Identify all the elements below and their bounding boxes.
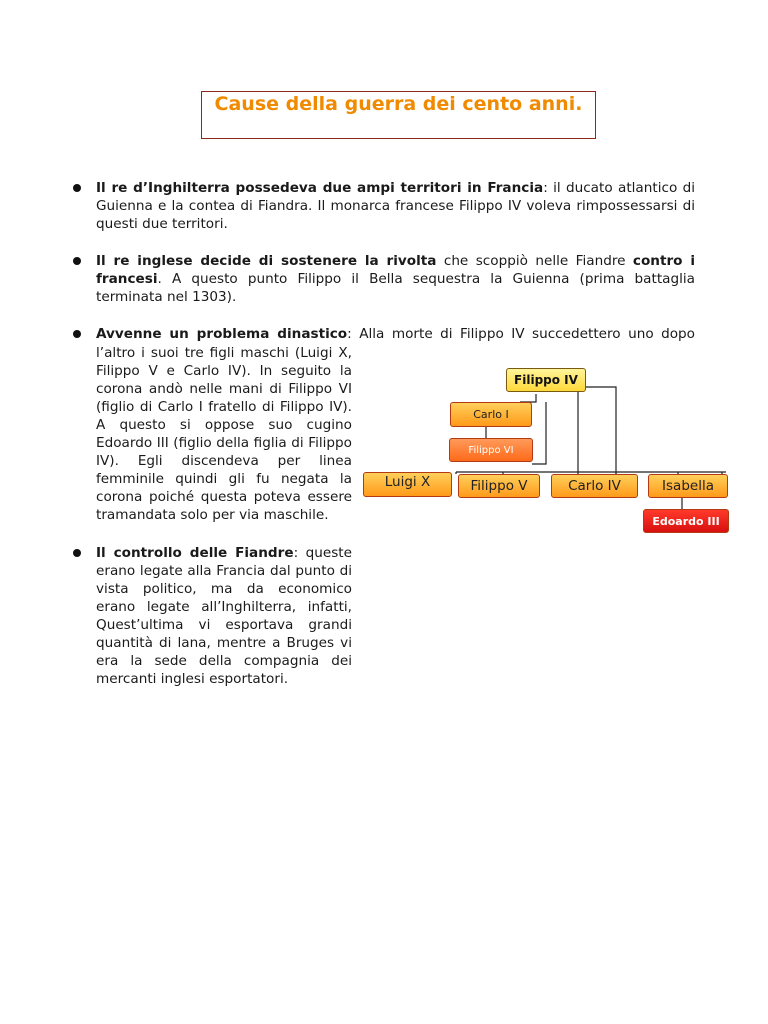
tree-node-edoardo-iii: Edoardo III [643, 509, 729, 533]
tree-node-filippo-iv: Filippo IV [506, 368, 586, 392]
bullet-3 [73, 330, 81, 338]
paragraph-3-line-1 [96, 325, 695, 343]
paragraph-4 [96, 544, 352, 688]
tree-node-isabella: Isabella [648, 474, 728, 498]
tree-node-carlo-iv: Carlo IV [551, 474, 638, 498]
paragraph-2-text-mid: che scoppiò nelle Fiandre [436, 253, 633, 269]
paragraph-2-bold-2: contro i francesi [96, 253, 695, 287]
bullet-4 [73, 549, 81, 557]
connector-root-carloiv [536, 387, 616, 474]
paragraph-4-bold: Il controllo delle Fiandre [96, 545, 294, 561]
tree-node-carlo-i: Carlo I [450, 402, 532, 427]
paragraph-1 [96, 179, 695, 233]
paragraph-2-bold: Il re inglese decide di sostenere la rivolta [96, 253, 437, 269]
tree-node-filippo-v: Filippo V [458, 474, 540, 498]
paragraph-3: l’altro i suoi tre figli maschi (Luigi X, Filippo V e Carlo IV). In seguito la corona andò nelle mani di Filippo VI (figlio di Carlo I fratello di Filippo IV). A questo si oppose suo cugino Edoardo III (figlio della figlia di Filippo IV). Egli discendeva per linea femminile quindi gli fu negata la corona poiché questa poteva essere tramandata solo per via maschile. [96, 345, 352, 523]
paragraph-1-text: : il ducato atlantico di Guienna e la contea di Fiandra. Il monarca francese Filippo IV voleva rimpossessarsi di questi due territori. [96, 180, 695, 232]
bullet-1 [73, 184, 81, 192]
paragraph-4-text: : queste erano legate alla Francia dal punto di vista politico, ma da economico erano legate all’Inghilterra, infatti, Quest’ultima vi esportava grandi quantità di lana, mentre a Bruges vi era la sede della compagnia dei mercanti inglesi esportatori. [96, 545, 352, 687]
bullet-2 [73, 257, 81, 265]
paragraph-1-bold: Il re d’Inghilterra possedeva due ampi territori in Francia [96, 180, 544, 196]
paragraph-3-bold: Avvenne un problema dinastico [96, 326, 348, 342]
paragraph-3-text-line-1: : Alla morte di Filippo IV succedettero uno dopo [347, 326, 695, 342]
tree-node-luigi-x: Luigi X [363, 472, 452, 497]
tree-node-filippo-vi: Filippo VI [449, 438, 533, 462]
paragraph-2 [96, 252, 695, 306]
paragraph-2-text: . A questo punto Filippo il Bella sequestra la Guienna (prima battaglia terminata nel 1303). [96, 271, 695, 305]
page-title: Cause della guerra dei cento anni. [201, 91, 596, 139]
family-tree-diagram [360, 364, 732, 536]
connector-root-carloi [520, 394, 536, 402]
